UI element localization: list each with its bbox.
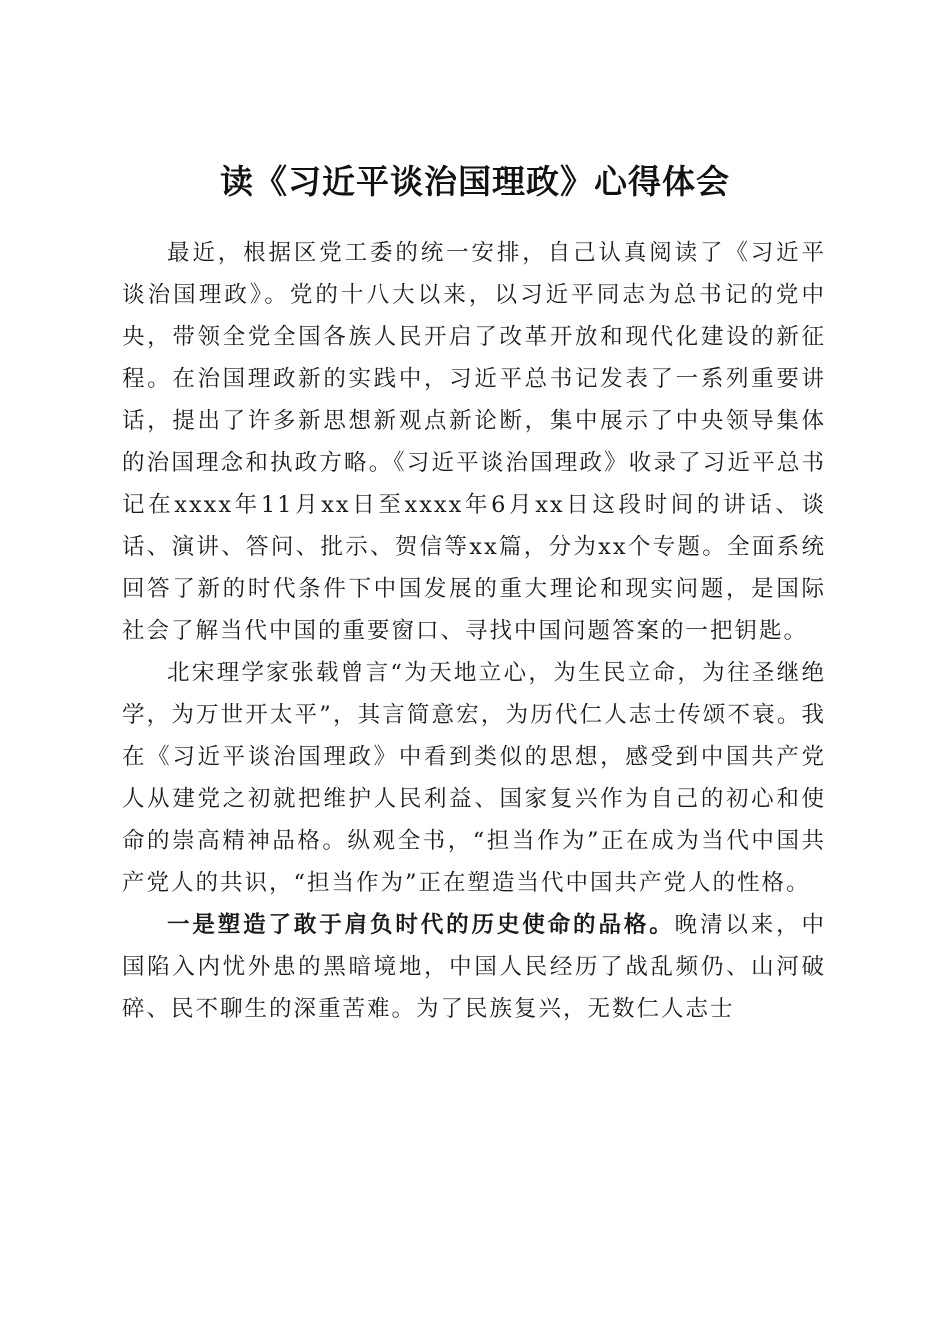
paragraph-3-lead: 一是塑造了敢于肩负时代的历史使命的品格。 (167, 912, 675, 938)
document-title: 读《习近平谈治国理政》心得体会 (220, 162, 730, 202)
document-body (122, 232, 826, 1030)
paragraph-1 (122, 232, 826, 652)
paragraph-3-text: 晚清以来，中国陷入内忧外患的黑暗境地，中国人民经历了战乱频仍、山河破碎、民不聊生的深重苦难。为了民族复兴，无数仁人志士 (122, 912, 826, 1022)
paragraph-3 (122, 904, 826, 1030)
paragraph-2 (122, 652, 826, 904)
paragraph-1-text: 最近，根据区党工委的统一安排，自己认真阅读了《习近平谈治国理政》。党的十八大以来，以习近平同志为总书记的党中央，带领全党全国各族人民开启了改革开放和现代化建设的新征程。在治国理政新的实践中，习近平总书记发表了一系列重要讲话，提出了许多新思想新观点新论断，集中展示了中央领导集体的治国理念和执政方略。《习近平谈治国理政》收录了习近平总书记在xxxx年11月xx日至xxxx年6月xx日这段时间的讲话、谈话、演讲、答问、批示、贺信等xx篇，分为xx个专题。全面系统回答了新的时代条件下中国发展的重大理论和现实问题，是国际社会了解当代中国的重要窗口、寻找中国问题答案的一把钥匙。 (122, 240, 826, 644)
paragraph-2-text: 北宋理学家张载曾言“为天地立心，为生民立命，为往圣继绝学，为万世开太平”，其言简意宏，为历代仁人志士传颂不衰。我在《习近平谈治国理政》中看到类似的思想，感受到中国共产党人从建党之初就把维护人民利益、国家复兴作为自己的初心和使命的崇高精神品格。纵观全书，“担当作为”正在成为当代中国共产党人的共识，“担当作为”正在塑造当代中国共产党人的性格。 (122, 660, 826, 896)
